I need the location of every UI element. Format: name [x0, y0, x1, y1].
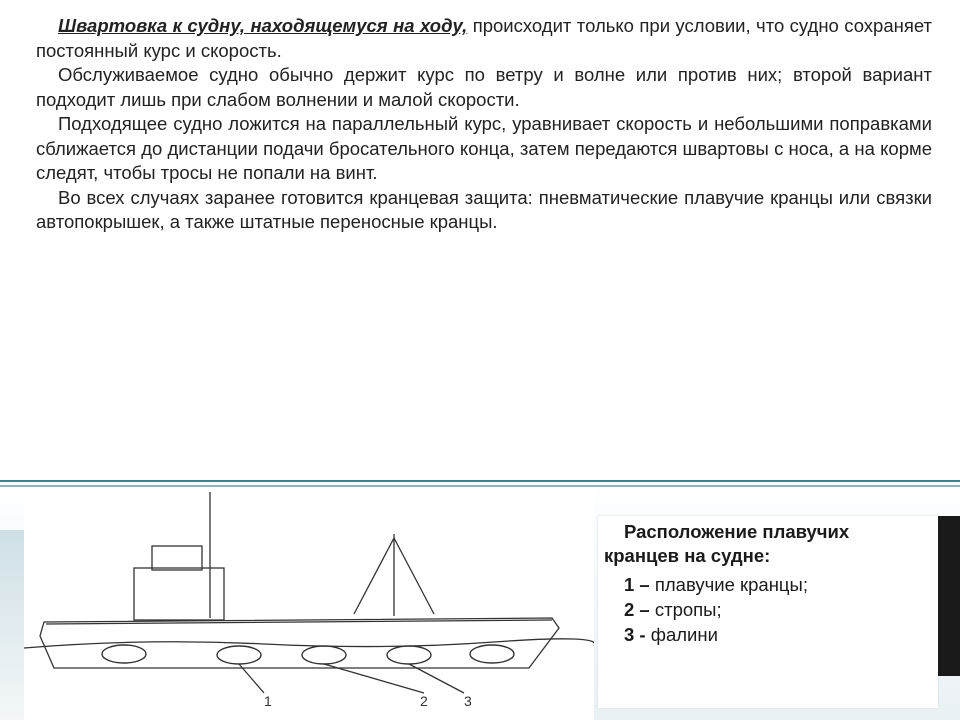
legend-title-line2: кранцев на судне:: [604, 545, 771, 566]
callout-2: 2: [420, 693, 428, 709]
bridge: [152, 546, 202, 570]
document-body: [36, 14, 932, 235]
background-dark-strip: [938, 516, 960, 676]
paragraph-4: Во всех случаях заранее готовится кранцевая защита: пневматические плавучие кранцы или связки автопокрышек, а также штатные переносные кранцы.: [36, 186, 932, 232]
fender: [387, 646, 431, 664]
cargo-boom-2: [394, 538, 434, 614]
paragraph-2: Обслуживаемое судно обычно держит курс по ветру и волне или против них; второй вариант подходит лишь при слабом волнении и малой скорости.: [36, 64, 932, 110]
floating-fenders: [102, 645, 514, 664]
ship-diagram: [24, 488, 594, 720]
legend-list: [624, 572, 808, 647]
cargo-boom-1: [354, 538, 394, 614]
fender: [302, 646, 346, 664]
fender: [217, 646, 261, 664]
fender: [102, 645, 146, 663]
legend-title: [604, 520, 924, 568]
legend-item: 3 - фалини: [624, 624, 718, 645]
legend-title-line1: Расположение плавучих: [624, 521, 850, 542]
accent-line-light: [0, 485, 960, 487]
fender: [470, 645, 514, 663]
callout-3: 3: [464, 693, 472, 709]
paragraph-1: [36, 14, 932, 63]
legend-box: [598, 516, 938, 708]
paragraph-1-text: происходит только при условии, что судно сохраняет постоянный курс и скорость.: [36, 15, 933, 61]
accent-line-dark: [0, 480, 960, 482]
background-water-strip: [0, 530, 24, 720]
paragraph-3: Подходящее судно ложится на параллельный курс, уравнивает скорость и небольшими поправками сближается до дистанции подачи бросательного конца, затем передаются швартовы с носа, а на корме следят, чтобы тросы не попали на винт.: [36, 113, 932, 183]
legend-item: 2 – стропы;: [624, 599, 722, 620]
lead-title: Швартовка к судну, находящемуся на ходу,: [58, 15, 468, 36]
ship-diagram-svg: [24, 488, 594, 720]
legend-item: 1 – плавучие кранцы;: [624, 574, 808, 595]
callout-1: 1: [264, 693, 272, 709]
